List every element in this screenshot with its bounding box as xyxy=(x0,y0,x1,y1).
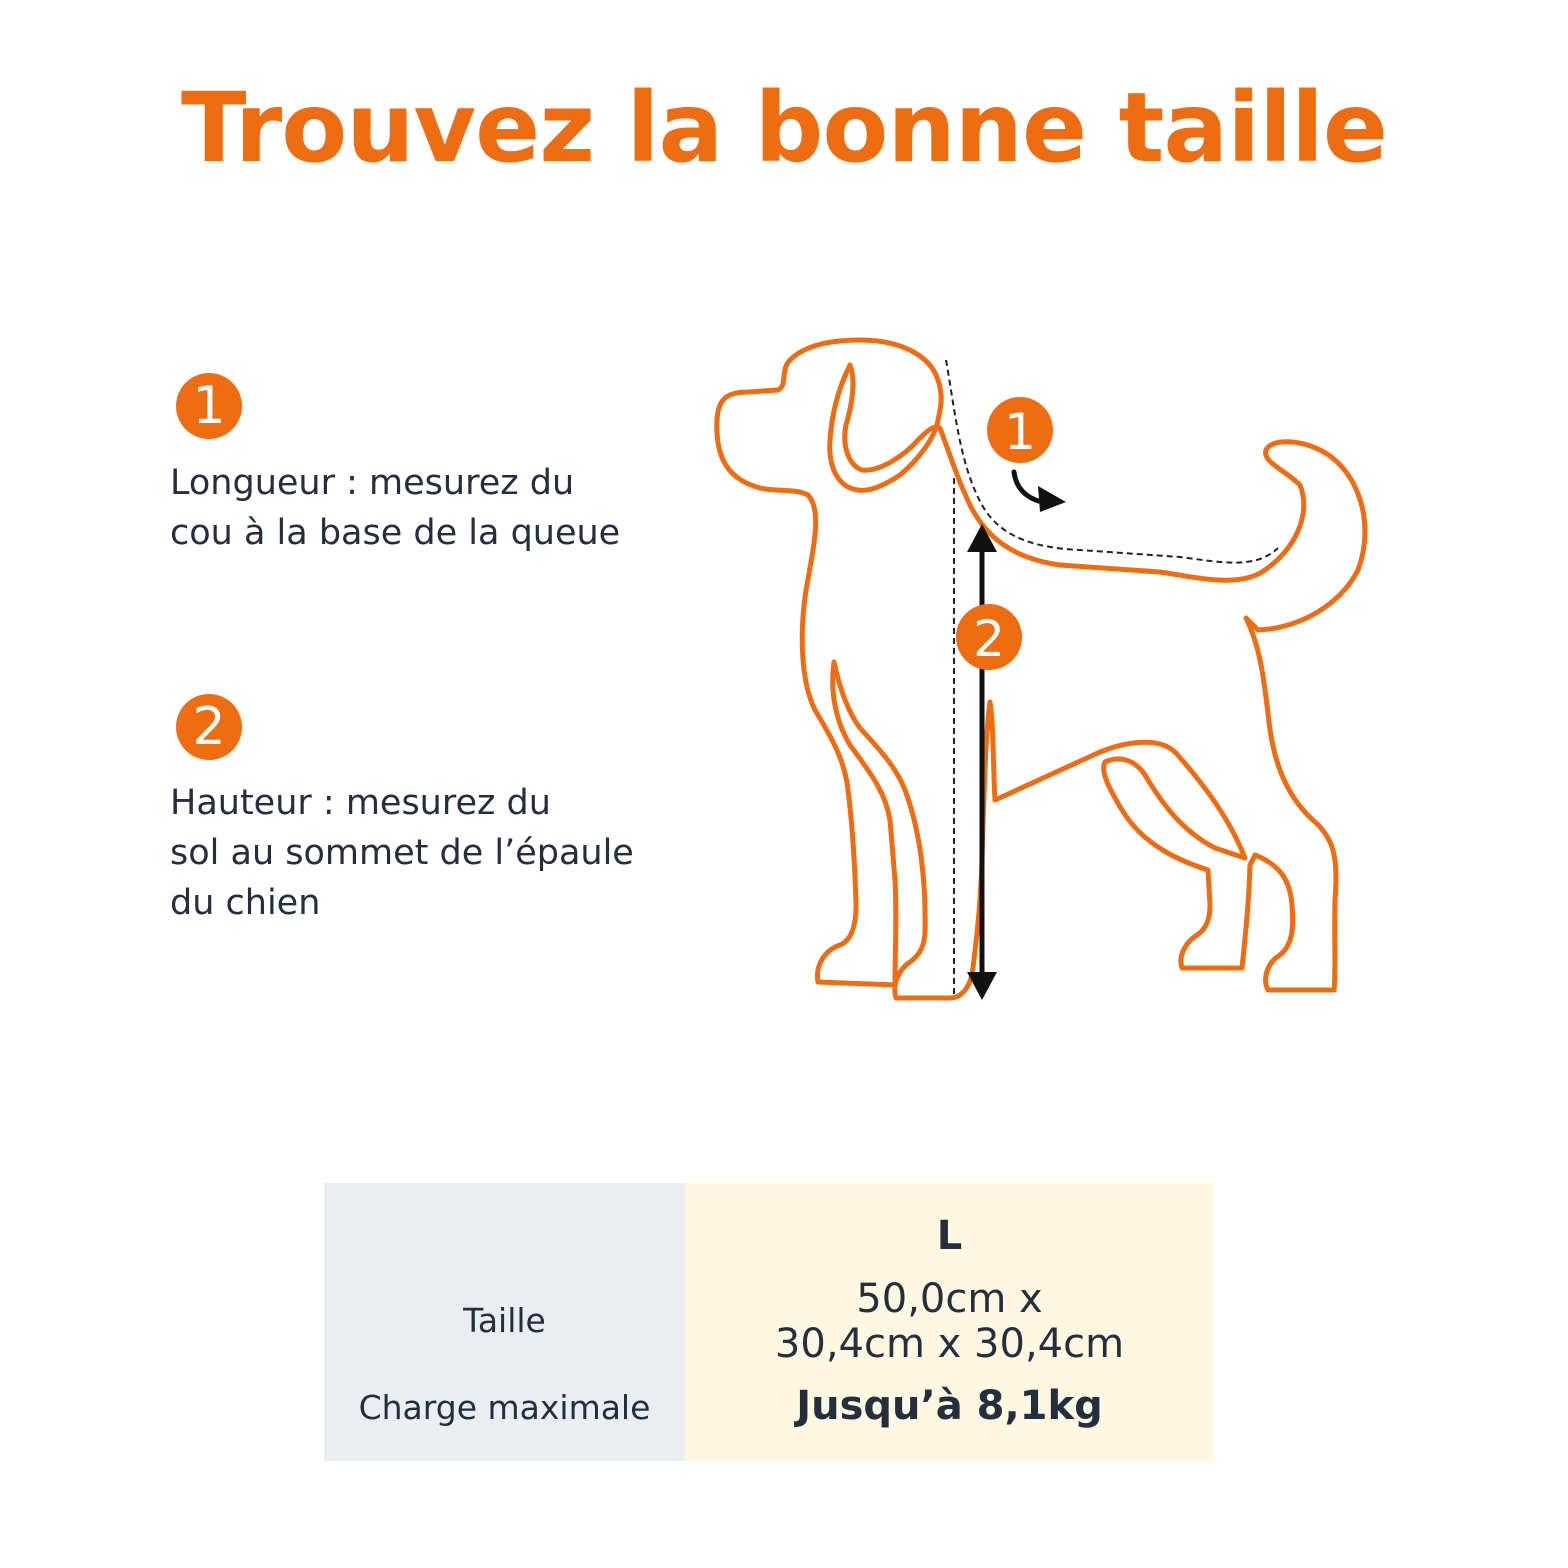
size-label: Taille xyxy=(463,1301,546,1340)
value-column xyxy=(685,1183,1214,1461)
dimensions-line-2: 30,4cm x 30,4cm xyxy=(774,1321,1125,1367)
label-column xyxy=(324,1183,685,1461)
marker-2-label: 2 xyxy=(973,610,1005,668)
step-2-text: Hauteur : mesurez du sol au sommet de l’épaule du chien xyxy=(170,783,634,923)
arrow-down-icon xyxy=(967,972,997,1000)
dimensions-line-1: 50,0cm x xyxy=(856,1276,1043,1322)
size-table xyxy=(324,1183,1214,1461)
length-guide-line xyxy=(946,360,1278,563)
dog-measurement-diagram xyxy=(700,330,1380,1020)
page-title: Trouvez la bonne taille xyxy=(180,72,1388,184)
arrow-right-icon xyxy=(1038,486,1066,512)
size-code: L xyxy=(936,1213,963,1259)
step-2-badge: 2 xyxy=(176,694,242,760)
marker-1-label: 1 xyxy=(1004,403,1036,461)
length-arrow xyxy=(1014,472,1042,502)
step-1-text: Longueur : mesurez du cou à la base de la queue xyxy=(170,463,621,553)
step-1-badge: 1 xyxy=(176,373,242,439)
max-load-label: Charge maximale xyxy=(358,1388,651,1427)
max-load-value: Jusqu’à 8,1kg xyxy=(796,1383,1103,1429)
